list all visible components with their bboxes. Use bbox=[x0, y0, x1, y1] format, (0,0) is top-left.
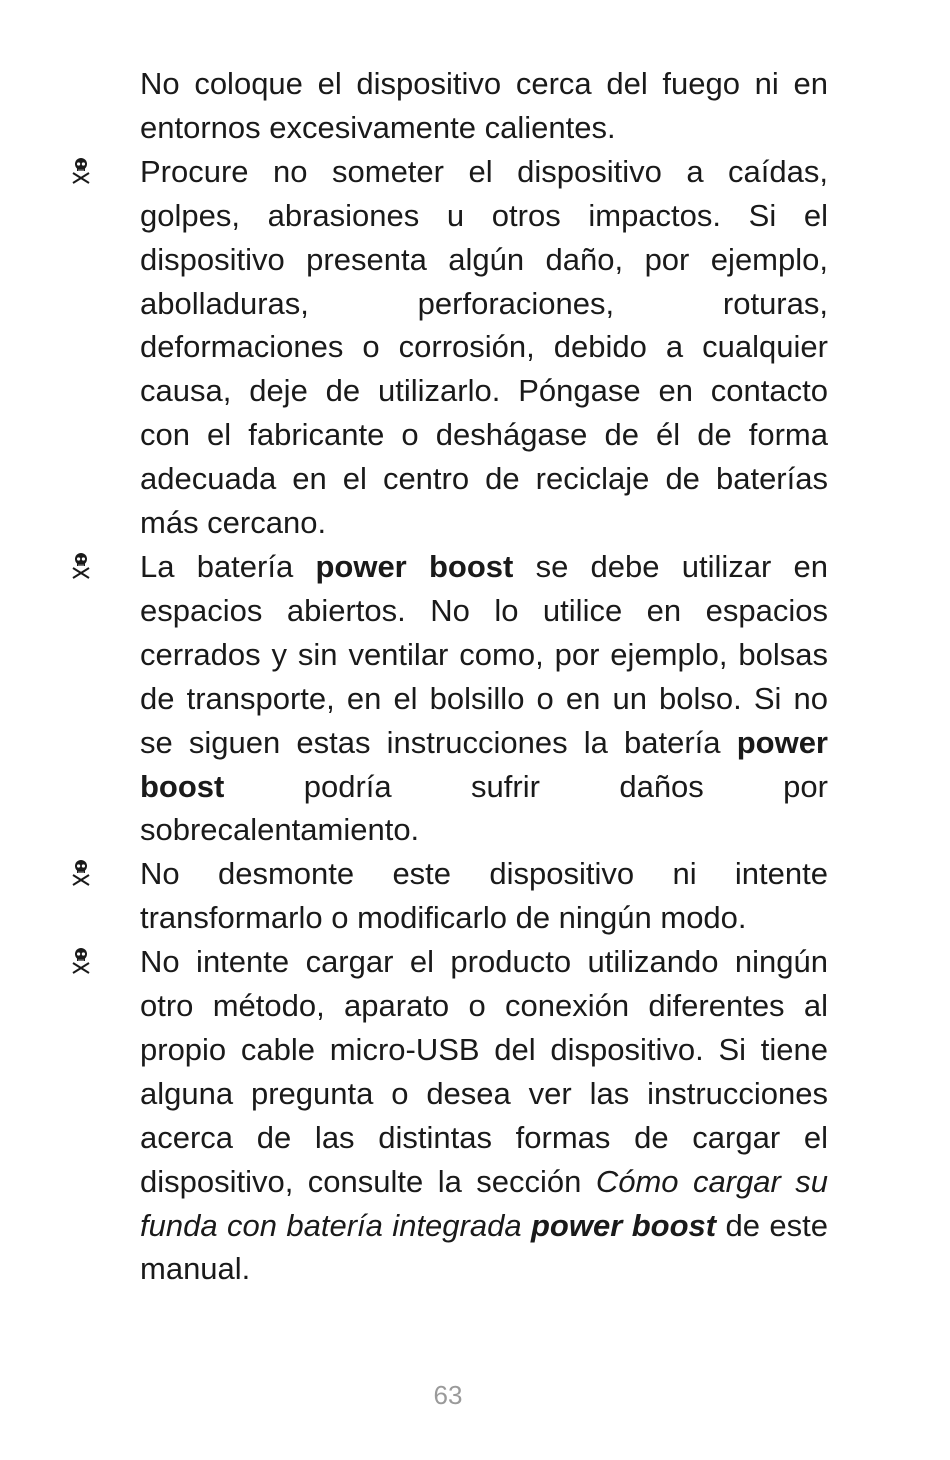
warning-text: La batería bbox=[140, 548, 316, 584]
skull-crossbones-icon bbox=[70, 859, 92, 887]
section-reference: Cómo cargar su funda con batería integrada bbox=[140, 1163, 828, 1243]
product-name: power boost bbox=[315, 548, 514, 584]
warning-text: de este manual. bbox=[140, 1207, 828, 1287]
product-name: power boost bbox=[531, 1207, 717, 1243]
intro-paragraph bbox=[140, 62, 828, 150]
warning-item-3 bbox=[140, 852, 828, 940]
page-content bbox=[0, 62, 950, 1291]
skull-crossbones-icon bbox=[70, 157, 92, 185]
warning-item-2 bbox=[140, 545, 828, 852]
warning-text: No intente cargar el producto utilizando ningún otro método, aparato o conexión diferentes al propio cable micro-USB del dispositivo. Si tiene alguna pregunta o desea ver las instrucciones acerca de las distintas formas de cargar el dispositivo, consulte la sección bbox=[140, 944, 828, 1199]
skull-crossbones-icon bbox=[70, 947, 92, 975]
warning-text: se debe utilizar en espacios abiertos. No lo utilice en espacios cerrados y sin ventilar como, por ejemplo, bolsas de transporte, en el bolsillo o en un bolso. Si no se siguen estas instrucciones la batería bbox=[140, 548, 829, 760]
warning-item-1 bbox=[140, 150, 828, 545]
warning-text: No desmonte este dispositivo ni intente transformarlo o modificarlo de ningún modo. bbox=[140, 856, 828, 936]
warning-item-4 bbox=[140, 940, 828, 1291]
warning-text: podría sufrir daños por sobrecalentamiento. bbox=[140, 768, 828, 848]
skull-crossbones-icon bbox=[70, 552, 92, 580]
intro-text: No coloque el dispositivo cerca del fuego ni en entornos excesivamente calientes. bbox=[140, 66, 828, 145]
warning-text: Procure no someter el dispositivo a caídas, golpes, abrasiones u otros impactos. Si el dispositivo presenta algún daño, por ejemplo, abolladuras, perforaciones, roturas, deformaciones o corrosión, debido a cualquier causa, deje de utilizarlo. Póngase en contacto con el fabricante o deshágase de él de forma adecuada en el centro de reciclaje de baterías más cercano. bbox=[140, 153, 828, 541]
product-name: power boost bbox=[140, 724, 828, 804]
page-number: 63 bbox=[433, 1380, 463, 1410]
